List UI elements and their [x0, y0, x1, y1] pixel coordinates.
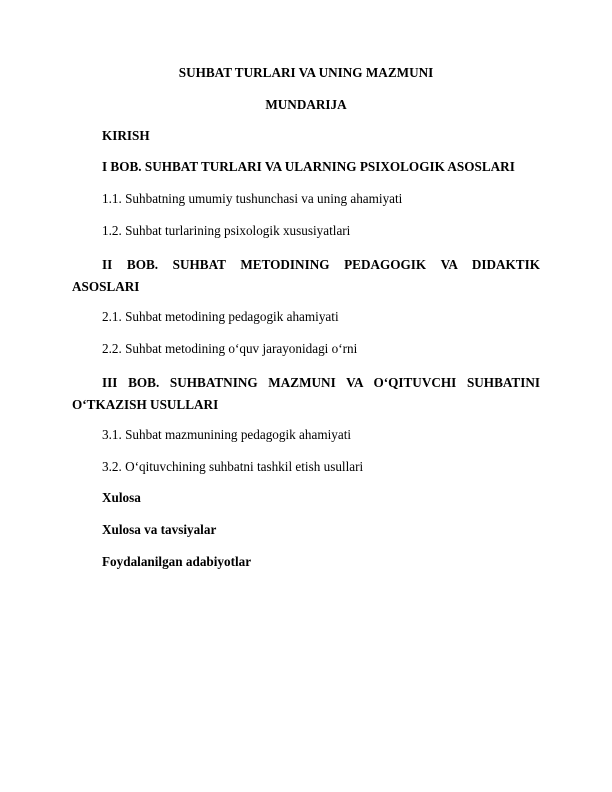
toc-entry-kirish: KIRISH — [102, 128, 150, 143]
toc-entry-chapter-2-line-2: ASOSLARI — [72, 279, 140, 294]
toc-entry-chapter-3-line-1: III BOB. SUHBATNING MAZMUNI VA O‘QITUVCHI SUHBATINI — [102, 375, 540, 390]
toc-entry-chapter-2-line-1: II BOB. SUHBAT METODINING PEDAGOGIK VA DIDAKTIK — [102, 257, 540, 272]
toc-entry-section-1-2: 1.2. Suhbat turlarining psixologik xususiyatlari — [102, 223, 351, 238]
toc-entry-adabiyotlar: Foydalanilgan adabiyotlar — [102, 554, 252, 569]
toc-entry-chapter-3 — [72, 372, 540, 416]
toc-entry-xulosa-tavsiyalar: Xulosa va tavsiyalar — [102, 522, 217, 537]
toc-heading: MUNDARIJA — [265, 97, 347, 112]
toc-entry-section-2-2: 2.2. Suhbat metodining o‘quv jarayonidagi o‘rni — [102, 341, 358, 356]
toc-entry-chapter-1: I BOB. SUHBAT TURLARI VA ULARNING PSIXOLOGIK ASOSLARI — [102, 159, 515, 174]
toc-entry-section-3-2: 3.2. O‘qituvchining suhbatni tashkil etish usullari — [102, 459, 364, 474]
toc-entry-section-2-1: 2.1. Suhbat metodining pedagogik ahamiyati — [102, 309, 339, 324]
toc-entry-section-3-1: 3.1. Suhbat mazmunining pedagogik ahamiyati — [102, 427, 352, 442]
toc-entry-chapter-3-line-2: O‘TKAZISH USULLARI — [72, 397, 219, 412]
toc-entry-xulosa: Xulosa — [102, 490, 141, 505]
document-title: SUHBAT TURLARI VA UNING MAZMUNI — [178, 65, 434, 80]
toc-entry-section-1-1: 1.1. Suhbatning umumiy tushunchasi va uning ahamiyati — [102, 191, 403, 206]
toc-entry-chapter-2 — [72, 254, 540, 298]
